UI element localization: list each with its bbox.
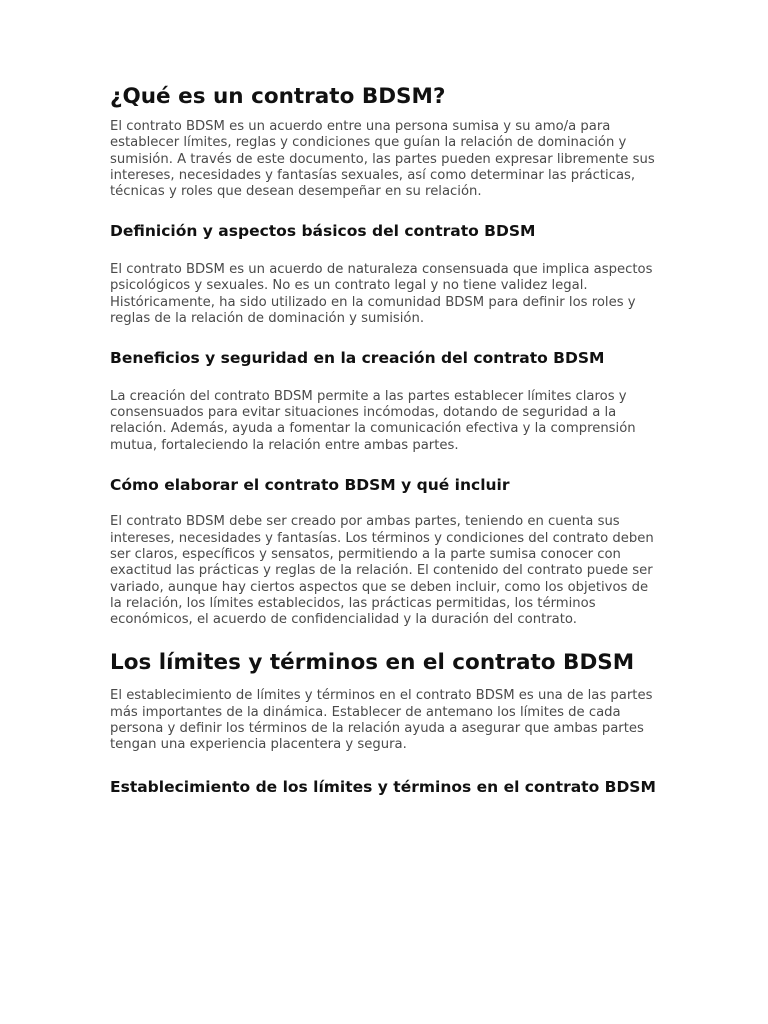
section-heading-limits: Los límites y términos en el contrato BDSM <box>110 650 635 676</box>
section-heading-how-to: Cómo elaborar el contrato BDSM y qué incluir <box>110 475 510 494</box>
section-heading-benefits: Beneficios y seguridad en la creación del contrato BDSM <box>110 349 605 368</box>
section-text-benefits: La creación del contrato BDSM permite a las partes establecer límites claros y consensuados para evitar situaciones incómodas, dotando de seguridad a la relación. Además, ayuda a fomentar la comunicación efectiva y la comprensión mutua, fortaleciendo la relación entre ambas partes. <box>110 388 636 453</box>
section-heading-definition: Definición y aspectos básicos del contrato BDSM <box>110 222 536 241</box>
document-page <box>110 84 658 796</box>
section-heading-establishing-limits: Establecimiento de los límites y términos en el contrato BDSM <box>110 777 656 796</box>
section-text-limits: El establecimiento de límites y términos en el contrato BDSM es una de las partes más importantes de la dinámica. Establecer de antemano los límites de cada persona y definir los términos de la relación ayuda a asegurar que ambas partes tengan una experiencia placentera y segura. <box>110 688 653 753</box>
section-text-what-is: El contrato BDSM es un acuerdo entre una persona sumisa y su amo/a para establecer límites, reglas y condiciones que guían la relación de dominación y sumisión. A través de este documento, las partes pueden expresar libremente sus intereses, necesidades y fantasías sexuales, así como determinar las prácticas, técnicas y roles que desean desempeñar en su relación. <box>110 119 655 200</box>
section-text-how-to: El contrato BDSM debe ser creado por ambas partes, teniendo en cuenta sus intereses, necesidades y fantasías. Los términos y condiciones del contrato deben ser claros, específicos y sensatos, permitiendo a la parte sumisa conocer con exactitud las prácticas y reglas de la relación. El contenido del contrato puede ser variado, aunque hay ciertos aspectos que se deben incluir, como los objetivos de la relación, los límites establecidos, las prácticas permitidas, los términos económicos, el acuerdo de confidencialidad y la duración del contrato. <box>110 514 654 628</box>
section-text-definition: El contrato BDSM es un acuerdo de naturaleza consensuada que implica aspectos psicológicos y sexuales. No es un contrato legal y no tiene validez legal. Históricamente, ha sido utilizado en la comunidad BDSM para definir los roles y reglas de la relación de dominación y sumisión. <box>110 261 653 326</box>
section-heading-what-is: ¿Qué es un contrato BDSM? <box>110 84 446 109</box>
